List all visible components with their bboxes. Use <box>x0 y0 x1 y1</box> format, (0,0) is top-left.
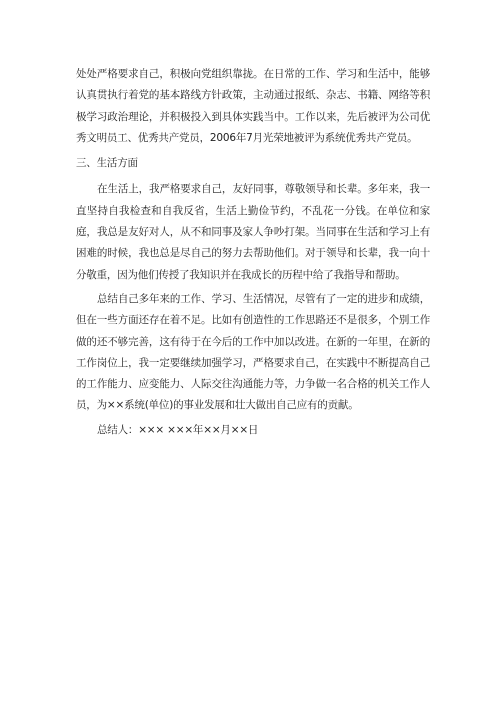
section-heading-life: 三、生活方面 <box>76 157 138 170</box>
signature-line: 总结人：××× ×××年××月××日 <box>97 423 259 436</box>
paragraph-summary: 总结自己多年来的工作、学习、生活情况，尽管有了一定的进步和成绩，但在一些方面还存在着不足。比如有创造性的工作思路还不是很多，个别工作做的还不够完善，这有待于在今后的工作中加以改进。在新的一年里，在新的工作岗位上，我一定要继续加强学习，严格要求自己，在实践中不断提高自己的工作能力、应变能力、人际交往沟通能力等，力争做一名合格的机关工作人员，为××系统(单位)的事业发展和壮大做出自己应有的贡献。 <box>76 292 430 412</box>
paragraph-continued: 处处严格要求自己，积极向党组织靠拢。在日常的工作、学习和生活中，能够认真贯执行着党的基本路线方针政策，主动通过报纸、杂志、书籍、网络等积极学习政治理论，并积极投入到具体实践当中。工作以来，先后被评为公司优秀文明员工、优秀共产党员，2006年7月光荣地被评为系统优秀共产党员。 <box>76 68 430 144</box>
paragraph-life: 在生活上，我严格要求自己，友好同事，尊敬领导和长辈。多年来，我一直坚持自我检查和自我反省，生活上勤俭节约，不乱花一分钱。在单位和家庭，我总是友好对人，从不和同事及家人争吵打架。当同事在生活和学习上有困难的时候，我也总是尽自己的努力去帮助他们。对于领导和长辈，我一向十分敬重，因为他们传授了我知识并在我成长的历程中给了我指导和帮助。 <box>76 183 430 281</box>
document-page <box>76 64 430 441</box>
